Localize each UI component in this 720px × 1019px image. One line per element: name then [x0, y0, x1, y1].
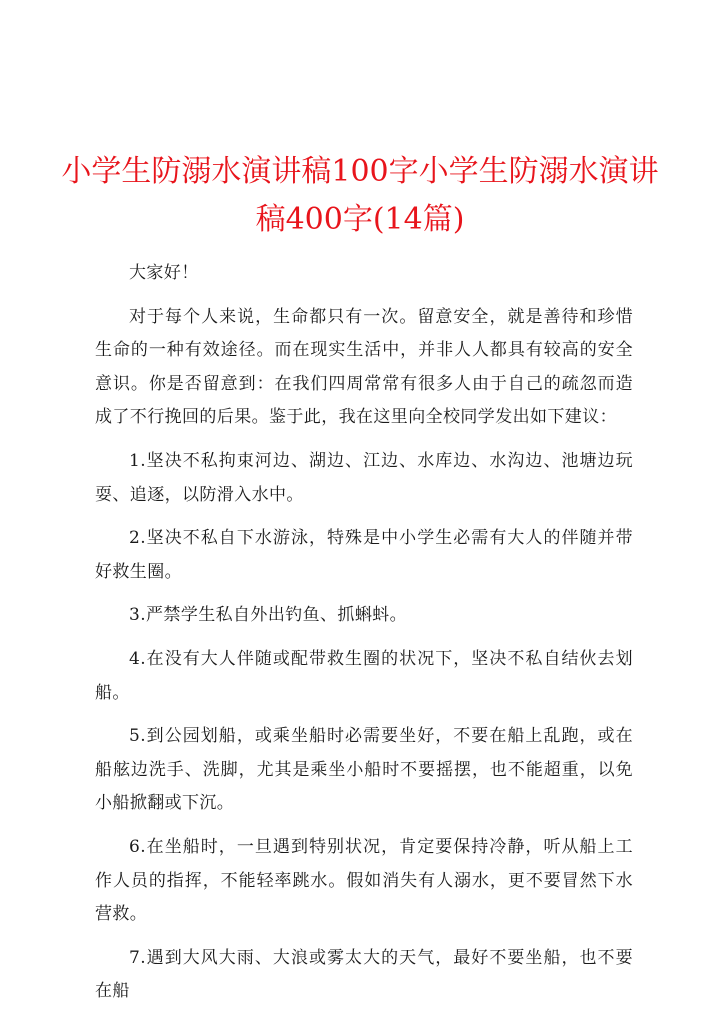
document-title: 小学生防溺水演讲稿100字小学生防溺水演讲稿400字(14篇): [61, 154, 659, 237]
paragraph-item-5: 5.到公园划船，或乘坐船时必需要坐好，不要在船上乱跑，或在船舷边洗手、洗脚，尤其是乘坐小船时不要摇摆，也不能超重，以免小船掀翻或下沉。: [95, 726, 633, 814]
paragraph-greeting: 大家好！: [129, 263, 199, 283]
paragraph-item-4: 4.在没有大人伴随或配带救生圈的状况下，坚决不私自结伙去划船。: [95, 648, 633, 703]
paragraph-item-2: 2.坚决不私自下水游泳，特殊是中小学生必需有大人的伴随并带好救生圈。: [95, 528, 633, 582]
paragraph-item-7: 7.遇到大风大雨、大浪或雾太大的天气，最好不要坐船，也不要在船: [95, 947, 633, 1002]
paragraph-item-3: 3.严禁学生私自外出钓鱼、抓蝌蚪。: [129, 605, 408, 626]
paragraph-intro: 对于每个人来说，生命都只有一次。留意安全，就是善待和珍惜生命的一种有效途径。而在现实生活中，并非人人都具有较高的安全意识。你是否留意到：在我们四周常常有很多人由于自己的疏忽而造成了不行挽回的后果。鉴于此，我在这里向全校同学发出如下建议：: [95, 306, 633, 428]
document-body: [95, 257, 633, 1019]
paragraph-item-1: 1.坚决不私拘束河边、湖边、江边、水库边、水沟边、池塘边玩耍、追逐，以防滑入水中。: [95, 450, 633, 505]
paragraph-item-6: 6.在坐船时，一旦遇到特别状况，肯定要保持冷静，听从船上工作人员的指挥，不能轻率跳水。假如消失有人溺水，更不要冒然下水营救。: [95, 836, 633, 925]
